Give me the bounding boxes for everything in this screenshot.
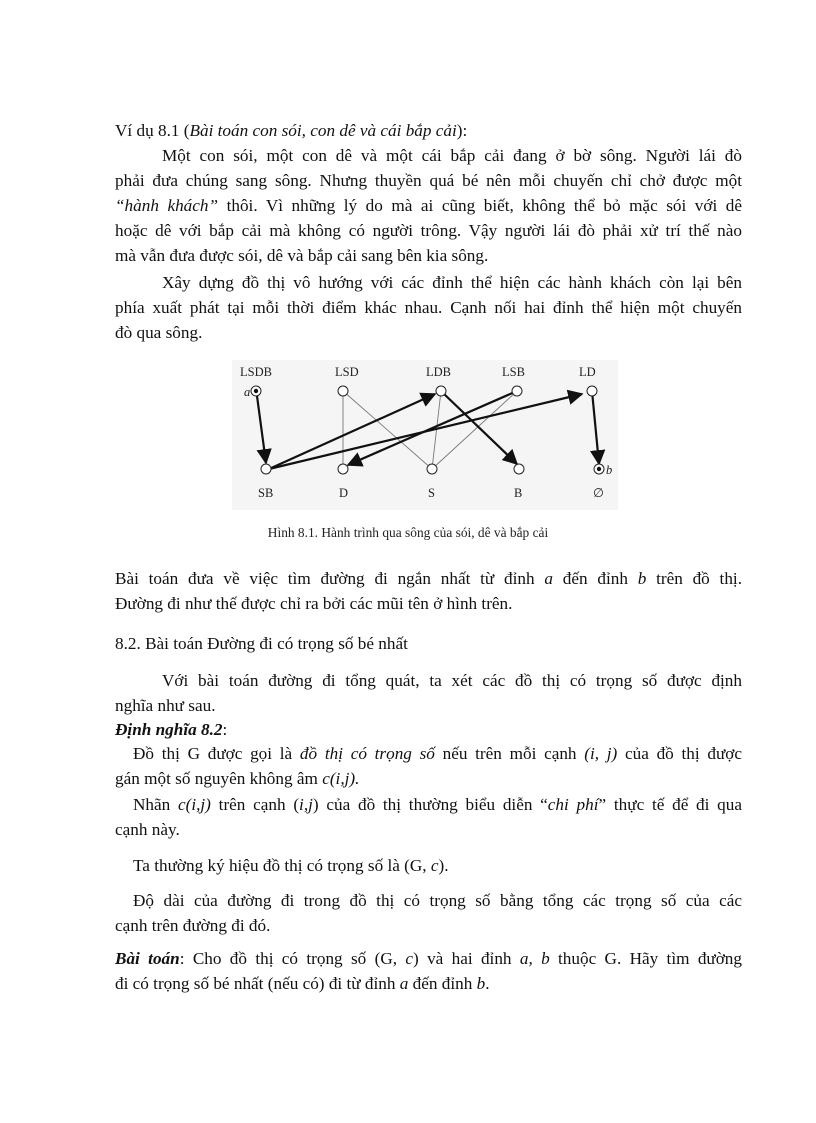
length-block — [115, 888, 742, 938]
after-figure-block — [115, 566, 742, 616]
intro-line1: Với bài toán đường đi tổng quát, ta xét các đồ thị có trọng số được định — [162, 671, 742, 690]
label-b: B — [514, 486, 523, 500]
problem-line2: đi có trọng số bé nhất (nếu có) đi từ đỉnh a đến đỉnh b. — [115, 974, 490, 993]
edge-lsb-s — [432, 391, 517, 469]
para2-line1: Xây dựng đồ thị vô hướng với các đỉnh thể hiện các hành khách còn lại bên — [162, 273, 742, 292]
figure-caption: Hình 8.1. Hành trình qua sông của sói, dê và bắp cải — [267, 525, 549, 540]
node-sb — [261, 464, 271, 474]
notation-line: Ta thường ký hiệu đồ thị có trọng số là (G, c). — [133, 856, 449, 875]
after-figure-line2: Đường đi như thế được chỉ ra bởi các mũi tên ở hình trên. — [115, 594, 513, 613]
label-ld: LD — [579, 365, 596, 379]
para1-line4: hoặc dê với bắp cải mà không có người trông. Vậy người lái đò phải xử trí thế nào — [115, 221, 742, 240]
para1-line2: phải đưa chúng sang sông. Nhưng thuyền quá bé nên mỗi chuyến chỉ chở được một — [115, 171, 742, 190]
label-line1: Nhãn c(i,j) trên cạnh (i,j) của đồ thị thường biểu diễn “chi phí” thực tế để đi qua — [133, 795, 742, 814]
definition-line1: Đồ thị G được gọi là đồ thị có trọng số nếu trên mỗi cạnh (i, j) của đồ thị được — [133, 744, 742, 763]
node-lsb — [512, 386, 522, 396]
example-block — [115, 118, 742, 268]
section-heading-block — [115, 631, 742, 656]
node-s — [427, 464, 437, 474]
para2-line2: phía xuất phát tại mỗi thời điểm khác nhau. Cạnh nối hai đỉnh thể hiện một chuyến — [115, 298, 742, 317]
node-d — [338, 464, 348, 474]
label-s: S — [428, 486, 435, 500]
node-ldb — [436, 386, 446, 396]
label-lsd: LSD — [335, 365, 359, 379]
after-figure-line1: Bài toán đưa về việc tìm đường đi ngắn nhất từ đỉnh a đến đỉnh b trên đồ thị. — [115, 569, 742, 588]
path-edge-2 — [269, 394, 435, 469]
node-empty-dot — [597, 467, 601, 471]
intro-line2: nghĩa như sau. — [115, 696, 216, 715]
length-line2: cạnh trên đường đi đó. — [115, 916, 271, 935]
path-edge-4 — [348, 391, 517, 465]
label-start-a: a — [244, 385, 251, 399]
notation-block — [115, 853, 742, 878]
length-line1: Độ dài của đường đi trong đồ thị có trọng số bằng tổng các trọng số của các — [133, 891, 742, 910]
label-empty: ∅ — [593, 486, 604, 500]
label-lsb: LSB — [502, 365, 525, 379]
figure-8-1 — [232, 360, 618, 510]
section-intro-block — [115, 668, 742, 791]
definition-heading: Định nghĩa 8.2: — [115, 720, 228, 739]
path-edge-6 — [592, 391, 599, 464]
section-heading: 8.2. Bài toán Đường đi có trọng số bé nhất — [115, 634, 408, 653]
label-end-b: b — [606, 463, 613, 477]
path-edge-1 — [257, 396, 266, 463]
para1-line3: “hành khách” thôi. Vì những lý do mà ai cũng biết, không thể bỏ mặc sói với dê — [115, 196, 743, 215]
label-sb: SB — [258, 486, 274, 500]
label-block — [115, 792, 742, 842]
path-edge-5 — [269, 394, 582, 469]
path-edge-3 — [443, 393, 517, 464]
definition-line2: gán một số nguyên không âm c(i,j). — [115, 769, 360, 788]
label-lsdb: LSDB — [240, 365, 272, 379]
label-ldb: LDB — [426, 365, 451, 379]
para1-line1: Một con sói, một con dê và một cái bắp cải đang ở bờ sông. Người lái đò — [162, 146, 742, 165]
para2-line3: đò qua sông. — [115, 323, 203, 342]
node-b — [514, 464, 524, 474]
example-title: Ví dụ 8.1 (Bài toán con sói, con dê và cái bắp cải): — [115, 121, 468, 140]
label-d: D — [339, 486, 349, 500]
label-line2: cạnh này. — [115, 820, 180, 839]
node-ld — [587, 386, 597, 396]
node-lsd — [338, 386, 348, 396]
para1-line5: mà vẫn đưa được sói, dê và bắp cải sang bên kia sông. — [115, 246, 489, 265]
node-lsdb-dot — [254, 389, 258, 393]
river-crossing-graph — [232, 360, 618, 510]
para2-block — [115, 270, 742, 345]
problem-block — [115, 946, 742, 996]
problem-line1: Bài toán: Cho đồ thị có trọng số (G, c) và hai đỉnh a, b thuộc G. Hãy tìm đường — [115, 949, 742, 968]
